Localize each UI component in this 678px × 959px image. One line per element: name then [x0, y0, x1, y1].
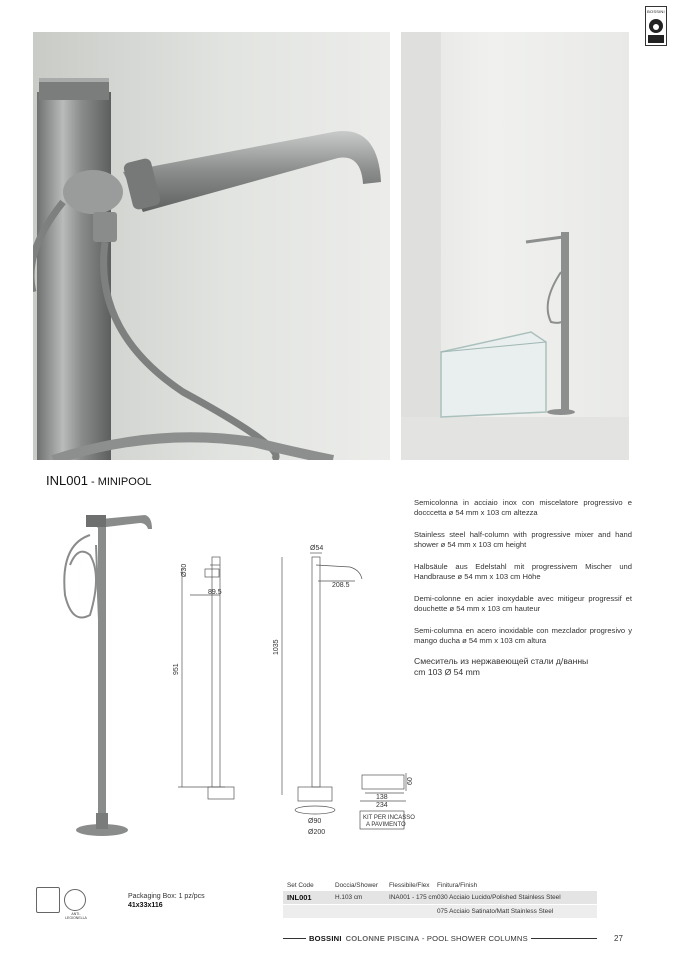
header-shower: Doccia/Shower	[335, 881, 378, 889]
logo-flag-icon	[648, 35, 664, 43]
table-row	[283, 905, 597, 919]
dim-d60: 60	[407, 777, 414, 785]
description-it: Semicolonna in acciaio inox con miscelatore progressivo e docccetta ø 54 mm x 103 cm altezza	[414, 498, 632, 518]
product-photo-ambient	[401, 32, 629, 460]
spec-table	[283, 879, 597, 919]
kit-label-line2: A PAVIMENTO	[366, 822, 406, 828]
description-fr: Demi-colonne en acier inoxydable avec mitigeur progressif et douchette ø 54 mm x 103 cm hauteur	[414, 594, 632, 614]
dim-d234: 234	[376, 802, 388, 809]
row-finish: 075 Acciaio Satinato/Matt Stainless Steel	[437, 908, 554, 915]
packaging-dims: 41x33x116	[128, 901, 163, 909]
dim-d895: 89.5	[208, 589, 222, 596]
packaging-label: Packaging Box: 1 pz/pcs	[128, 893, 205, 900]
dim-d138: 138	[376, 794, 388, 801]
header-flex: Flessibile/Flex	[389, 881, 430, 889]
packaging-info	[128, 893, 205, 910]
product-code: INL001	[46, 473, 88, 488]
footer-subtitle: - POOL SHOWER COLUMNS	[419, 934, 528, 943]
dim-d1035: 1035	[273, 639, 280, 655]
product-title-separator: -	[87, 476, 98, 488]
row-shower: H.103 cm	[335, 894, 363, 901]
description-en: Stainless steel half-column with progressive mixer and hand shower ø 54 mm x 103 cm height	[414, 530, 632, 550]
side-view-2	[282, 553, 362, 814]
product-name: MINIPOOL	[97, 476, 152, 488]
description-de: Halbsäule aus Edelstahl mit progressivem Mischer und Handbrause ø 54 mm x 103 cm Höhe	[414, 562, 632, 582]
certification-icon	[36, 887, 60, 913]
product-silhouette	[64, 515, 152, 836]
dim-d951: 951	[173, 663, 180, 675]
table-row	[283, 891, 597, 905]
anti-legionella-icon	[64, 889, 86, 911]
side-view-1	[178, 557, 234, 799]
dim-d2085: 208.5	[332, 582, 350, 589]
row-flex: INA001 - 175 cm	[389, 894, 437, 901]
spec-table-header	[283, 879, 597, 891]
dim-d200: Ø200	[308, 829, 326, 836]
kit-label-line1: KIT PER INCASSO	[363, 815, 415, 821]
footer	[306, 934, 531, 943]
closeup-illustration	[33, 32, 390, 460]
description-ru	[414, 656, 632, 678]
description-es: Semi-columna en acero inoxidable con mezclador progresivo y mango ducha ø 54 mm x 103 cm altura	[414, 626, 632, 646]
logo-text: BOSSINI	[647, 9, 665, 14]
row-code: INL001	[287, 893, 312, 902]
dim-d90: Ø90	[308, 818, 322, 825]
product-photo-closeup	[33, 32, 390, 460]
dim-d54: Ø54	[310, 545, 324, 552]
description-ru-line2: cm 103 Ø 54 mm	[414, 667, 480, 677]
row-finish: 030 Acciaio Lucido/Polished Stainless Steel	[437, 894, 561, 901]
logo-mark-icon	[649, 19, 663, 33]
header-set-code: Set Code	[287, 881, 314, 889]
technical-drawing	[60, 495, 430, 845]
page-number: 27	[614, 934, 623, 943]
description-ru-line1: Смеситель из нержавеющей стали д/ванны	[414, 656, 589, 666]
header-finish: Finitura/Finish	[437, 881, 478, 889]
anti-legionella-label: ANTI-LEGIONELLA	[65, 912, 87, 920]
dim-d30: Ø30	[181, 563, 188, 577]
footer-section: COLONNE PISCINA	[345, 934, 420, 943]
product-title	[46, 473, 152, 488]
brand-logo	[645, 6, 667, 46]
footer-brand: BOSSINI	[309, 934, 342, 943]
ambient-illustration	[401, 32, 629, 460]
